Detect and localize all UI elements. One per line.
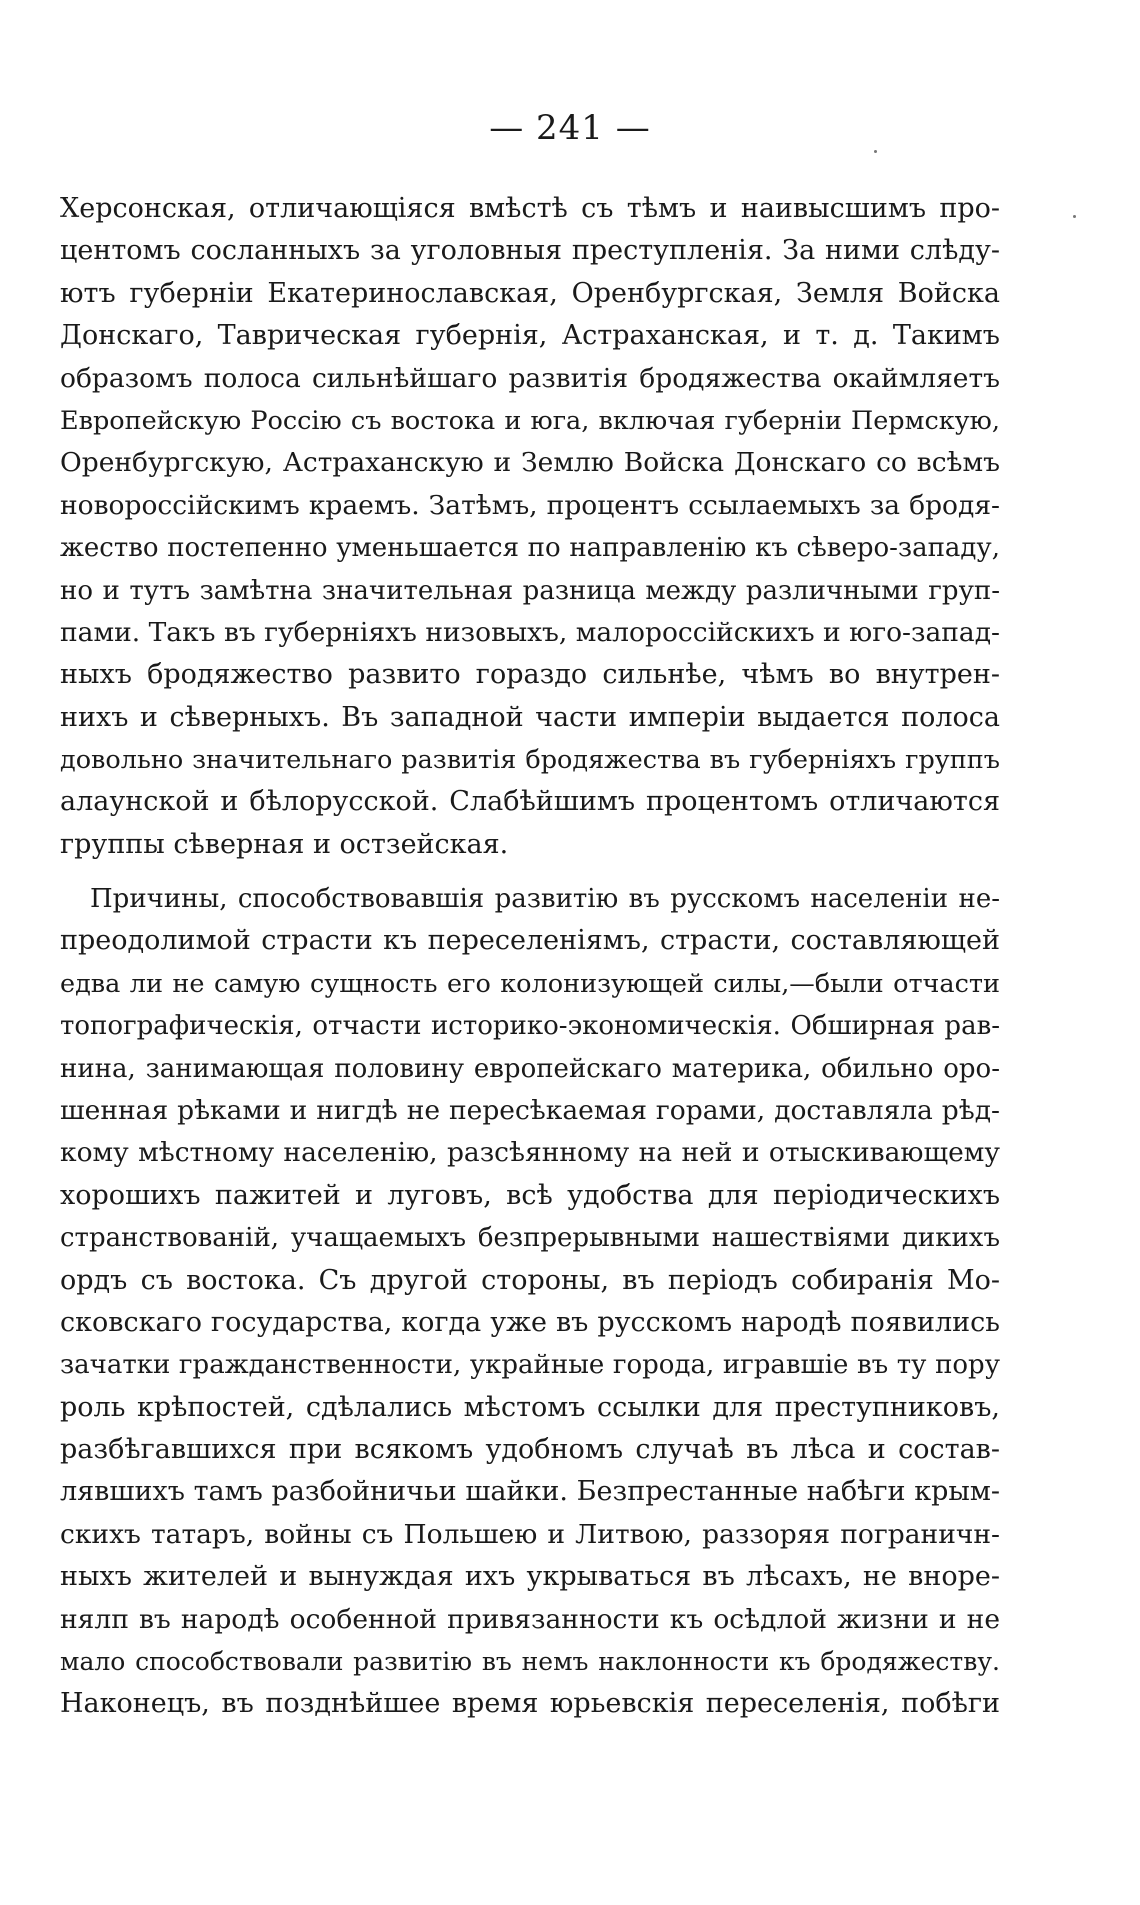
print-speck: [874, 150, 877, 153]
text-line: преодолимой страсти къ переселеніямъ, страсти, составляющей: [60, 925, 1000, 957]
text-line: нина, занимающая половину европейскаго материка, обильно оро-: [60, 1053, 1000, 1084]
text-line: ныхъ жителей и вынуждая ихъ укрываться въ лѣсахъ, не вноре-: [60, 1561, 1000, 1593]
text-line: довольно значительнаго развитія бродяжества въ губерніяхъ группъ: [60, 745, 1000, 776]
text-line: образомъ полоса сильнѣйшаго развитія бродяжества окаймляетъ: [60, 362, 1000, 394]
text-line: ордъ съ востока. Съ другой стороны, въ періодъ собиранія Мо-: [60, 1264, 1000, 1296]
text-line: но и тутъ замѣтна значительная разница между различными груп-: [60, 575, 1000, 606]
text-line: кому мѣстному населенію, разсѣянному на ней и отыскивающему: [60, 1137, 1000, 1169]
text-line: Европейскую Россію съ востока и юга, включая губерніи Пермскую,: [60, 405, 1000, 436]
text-line: Оренбургскую, Астраханскую и Землю Войска Донскаго со всѣмъ: [60, 447, 1000, 479]
text-line: лявшихъ тамъ разбойничьи шайки. Безпрестанные набѣги крым-: [60, 1476, 1000, 1508]
text-line: нялп въ народѣ особенной привязанности къ осѣдлой жизни и не: [60, 1603, 1000, 1635]
text-line: Донскаго, Таврическая губернія, Астраханская, и т. д. Такимъ: [60, 320, 1000, 352]
text-line: группы сѣверная и остзейская.: [60, 828, 509, 860]
paragraph-1: [60, 188, 1000, 866]
text-line: ныхъ бродяжество развито гораздо сильнѣе, чѣмъ во внутрен-: [60, 659, 1000, 691]
text-line: новороссійскимъ краемъ. Затѣмъ, процентъ ссылаемыхъ за бродя-: [60, 489, 1000, 521]
text-line: алаунской и бѣлорусской. Слабѣйшимъ процентомъ отличаются: [60, 786, 1000, 818]
text-line: Наконецъ, въ позднѣйшее время юрьевскія переселенія, побѣги: [60, 1688, 1000, 1720]
print-speck: [1073, 215, 1076, 218]
text-line: шенная рѣками и нигдѣ не пересѣкаемая горами, доставляла рѣд-: [60, 1094, 1000, 1126]
text-line: центомъ сосланныхъ за уголовныя преступленія. За ними слѣду-: [60, 235, 1000, 267]
text-line: пами. Такъ въ губерніяхъ низовыхъ, малороссійскихъ и юго-запад-: [60, 616, 1000, 648]
text-line: нихъ и сѣверныхъ. Въ западной части имперіи выдается полоса: [60, 701, 1000, 733]
text-line: Херсонская, отличающіяся вмѣстѣ съ тѣмъ и наивысшимъ про-: [60, 193, 1000, 224]
text-line: топографическія, отчасти историко-экономическія. Обширная рав-: [60, 1011, 1000, 1042]
text-line: роль крѣпостей, сдѣлались мѣстомъ ссылки для преступниковъ,: [60, 1391, 1000, 1423]
text-line: хорошихъ пажитей и луговъ, всѣ удобства для періодическихъ: [60, 1179, 1000, 1211]
text-line: едва ли не самую сущность его колонизующей силы,—были отчасти: [60, 968, 1000, 999]
text-line: сковскаго государства, когда уже въ русскомъ народѣ появились: [60, 1306, 1000, 1338]
text-line: мало способствовали развитію въ немъ наклонности къ бродяжеству.: [60, 1647, 1000, 1677]
paragraph-2: [60, 878, 1000, 1726]
text-line: разбѣгавшихся при всякомъ удобномъ случаѣ въ лѣса и состав-: [60, 1434, 1000, 1466]
text-line: ютъ губерніи Екатеринославская, Оренбургская, Земля Войска: [60, 277, 1000, 309]
text-line: жество постепенно уменьшается по направленію къ сѣверо-западу,: [60, 533, 1000, 564]
text-line: странствованій, учащаемыхъ безпрерывными нашествіями дикихъ: [60, 1223, 1000, 1254]
text-line: зачатки гражданственности, украйные города, игравшіе въ ту пору: [60, 1350, 1000, 1381]
text-line: Причины, способствовавшія развитію въ русскомъ населеніи не-: [90, 884, 1000, 914]
page-number: — 241 —: [489, 108, 651, 148]
text-line: скихъ татаръ, войны съ Польшею и Литвою, раззоряя пограничн-: [60, 1518, 1000, 1550]
